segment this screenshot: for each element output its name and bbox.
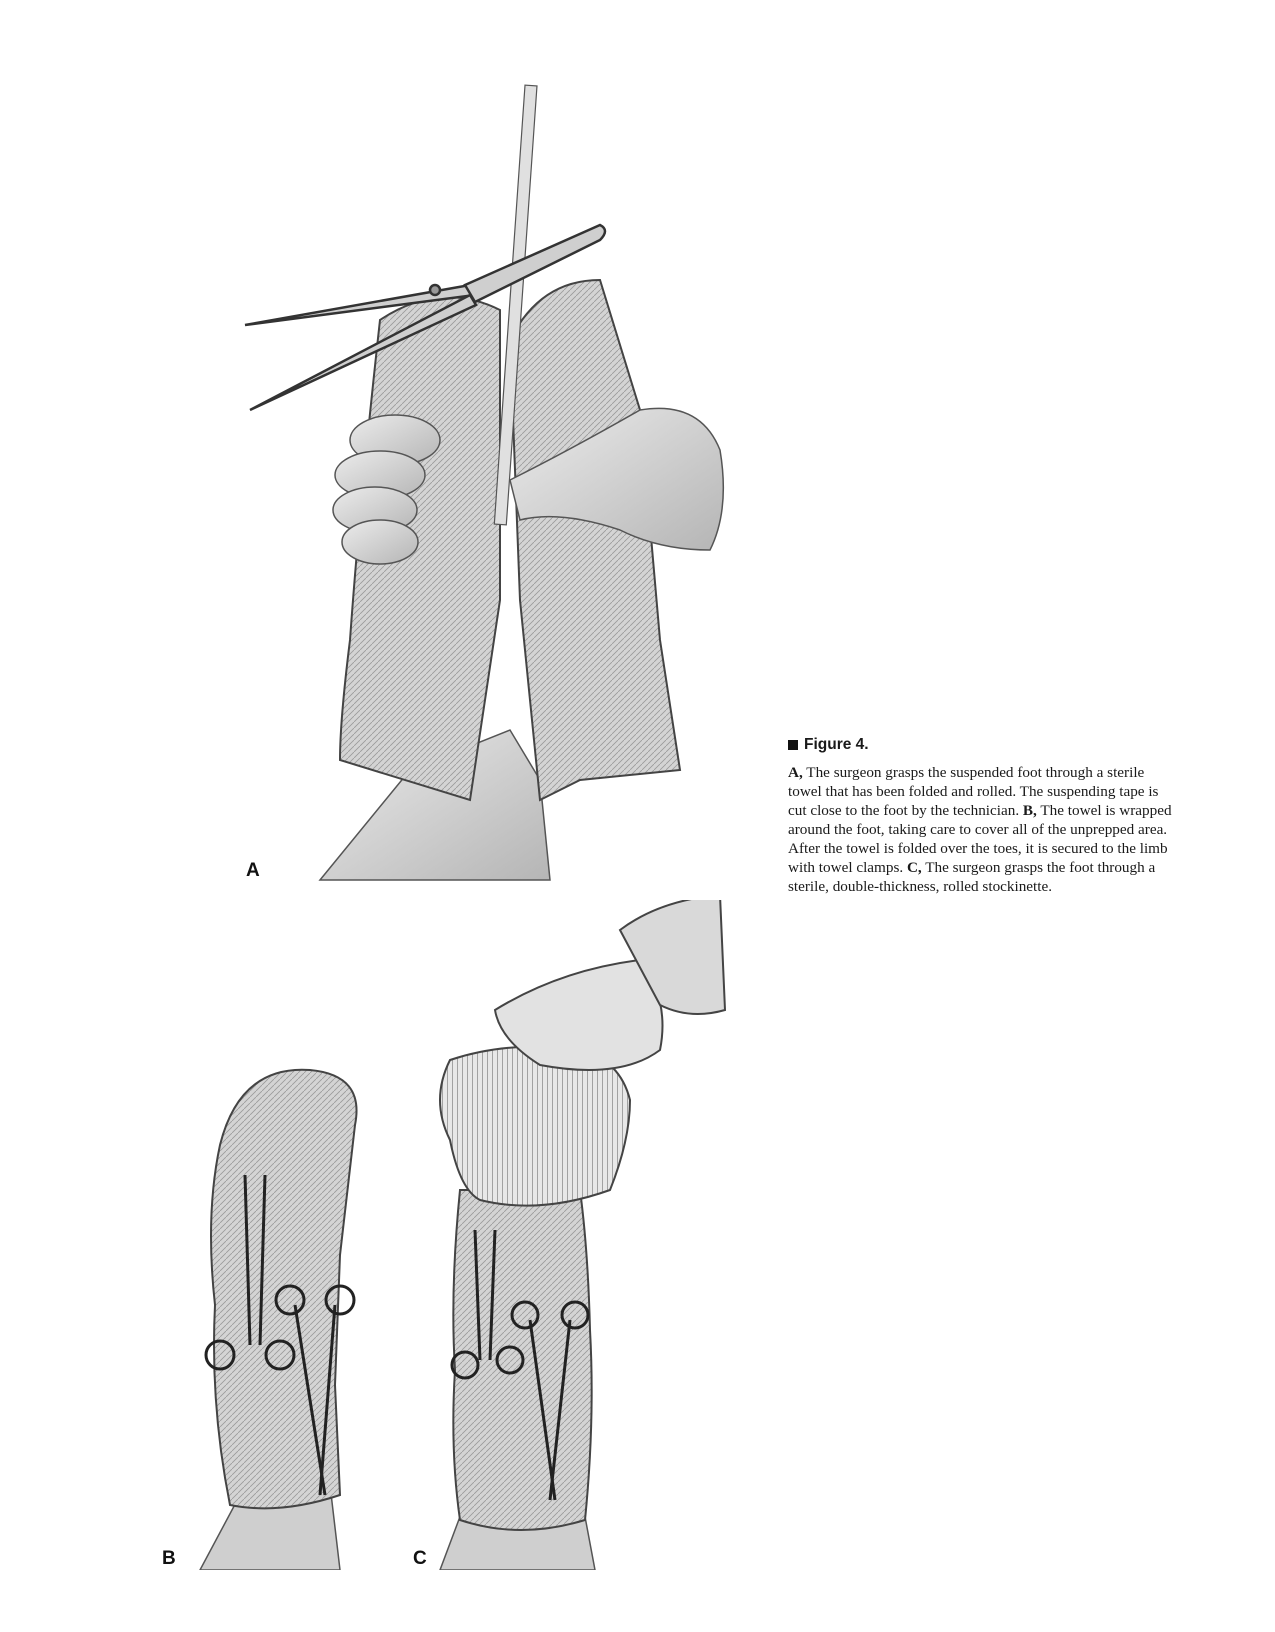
caption-body	[788, 763, 1178, 896]
caption-part-a-text: The surgeon grasps the suspended foot through a sterile towel that has been folded and rolled. The suspending tape is cut close to the foot by the technician.	[788, 764, 1159, 819]
illustration-panel-c	[420, 900, 765, 1570]
caption-part-b-label: B,	[1022, 802, 1037, 819]
panel-label-c: C	[413, 1548, 427, 1569]
caption-title-row	[788, 736, 1178, 754]
panel-label-a: A	[246, 860, 260, 881]
caption-title: Figure 4.	[804, 736, 869, 753]
caption-part-c-label: C,	[906, 859, 922, 876]
illustration-panel-a	[240, 80, 780, 890]
caption-part-a-label: A,	[788, 764, 803, 781]
figure-caption	[788, 736, 1178, 896]
illustration-panel-b	[190, 1055, 390, 1570]
panel-label-b: B	[162, 1548, 176, 1569]
caption-part-b-text: The towel is wrapped around the foot, taking care to cover all of the unprepped area. After the towel is folded over the toes, it is secured to the limb with towel clamps.	[788, 802, 1172, 876]
square-bullet-icon	[788, 740, 798, 750]
caption-part-c-text: The surgeon grasps the foot through a sterile, double-thickness, rolled stockinette.	[788, 859, 1156, 895]
